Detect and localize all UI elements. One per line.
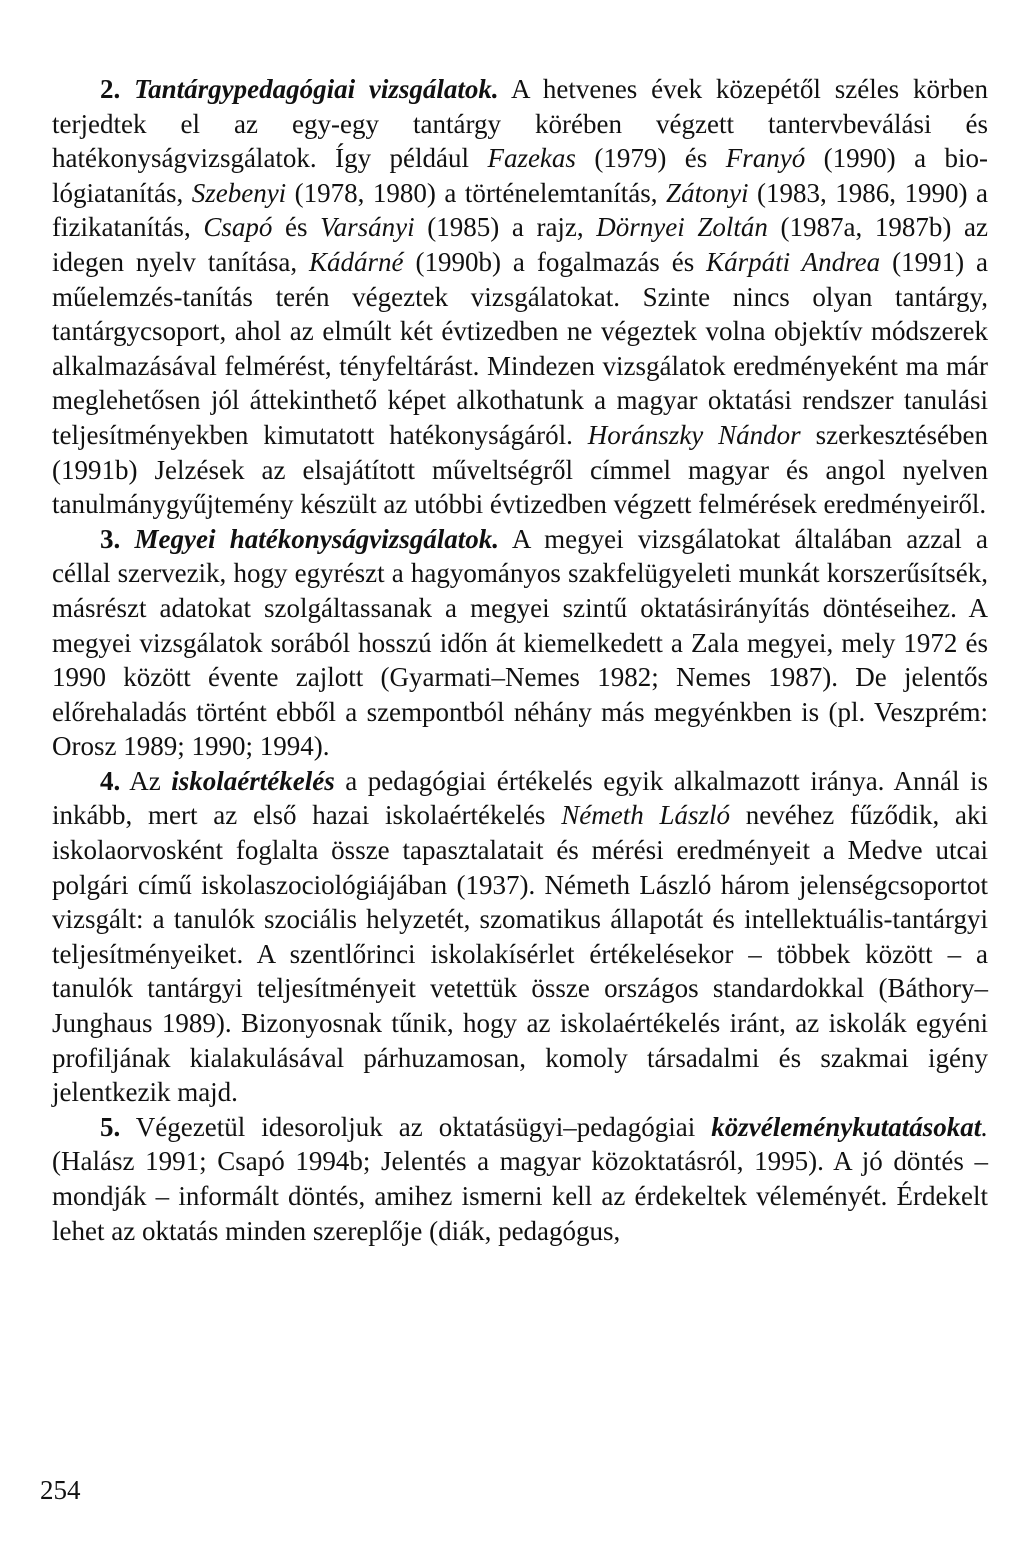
- text-run: A hetvenes évek közepétől széles körben terjedtek el az egy-egy tantárgy körében végzett tantervbeválási és hatékonyságvizsgálatok. Így például: [52, 74, 988, 174]
- paragraph-subject-pedagogy-studies: [52, 72, 988, 522]
- text-run: Az: [120, 765, 172, 796]
- text-run: Kárpáti Andrea: [706, 246, 881, 277]
- text-run: (1990b) a fogalmazás és: [403, 246, 707, 277]
- text-run: (1985) a rajz,: [414, 212, 597, 243]
- text-run: 2.: [100, 74, 121, 104]
- text-run: Kádárné: [309, 246, 404, 277]
- text-run: .: [981, 1111, 988, 1142]
- text-run: Zátonyi: [666, 177, 749, 208]
- text-run: Csapó: [203, 212, 273, 243]
- text-run: 3.: [100, 523, 121, 554]
- text-run: A megyei vizsgálatokat általában azzal a céllal szervezik, hogy egyrészt a hagyományos szakfelügyeleti munkát korszerűsítsék, másrészt adatokat szolgáltassanak a megyei szintű oktatásirányítás döntéseihez. A megyei vizsgálatok sorából hosszú időn át kiemelkedett a Zala megyei, mely 1972 és 1990 között évente zajlott (Gyarmati–Nemes 1982; Nemes 1987). De jelentős előrehaladás történt ebből a szempontból néhány más megyénkben is (pl. Veszprém: Orosz 1989; 1990; 1994).: [52, 523, 988, 762]
- text-run: Megyei hatékonyságvizsgálatok.: [134, 523, 500, 554]
- text-run: a pedagógiai értékelés egyik alkalmazott iránya. Annál is inkább, mert az első hazai iskolaértékelés: [52, 765, 988, 831]
- text-run: (Halász 1991; Csapó 1994b; Jelentés a magyar közoktatásról, 1995). A jó döntés – mondják – informált döntés, amihez ismerni kell az érdekeltek véleményét. Érdekelt lehet az oktatás minden szereplője (diák, pedagógus,: [52, 1146, 988, 1246]
- text-run: Végezetül idesoroljuk az oktatásügyi–pedagógiai: [120, 1111, 712, 1142]
- text-run: (1991) a műelemzés-tanítás terén végeztek vizsgálatokat. Szinte nincs olyan tantárgy, tantárgycsoport, ahol az elmúlt két évtizedben ne végeztek volna objektív módszerek alkalmazásával felmérést, tényfeltárást. Mindezen vizsgálatok eredményeként ma már meglehetősen jól áttekinthető képet alkothatunk a magyar oktatási rendszer tanulási teljesítményekben kimutatott hatékonyságáról.: [52, 246, 988, 450]
- text-run: Németh László: [561, 800, 731, 831]
- paragraph-opinion-research: [52, 1110, 988, 1248]
- text-run: (1983, 1986, 1990) a fizikatanítás,: [52, 177, 988, 243]
- text-run: és: [272, 212, 321, 243]
- text-run: (1979) és: [575, 143, 726, 174]
- paragraph-county-efficiency-studies: [52, 522, 988, 764]
- text-run: nevéhez fűződik, aki iskolaorvosként foglalta össze tapasztalatait és mérési eredményeit a Medve utcai polgári című iskolaszociológiájában (1937). Németh László három jelenségcsoportot vizsgált: a tanulók szociális helyzetét, szomatikus állapotát és intellektuális-tantárgyi teljesítményeiket. A szentlőrinci iskolakísérlet értékelésekor – többek között – a tanulók tantárgyi teljesítményeit vetettük össze országos standardokkal (Báthory–Junghaus 1989). Bizonyosnak tűnik, hogy az iskolaértékelés iránt, az iskolák egyéni profiljának kialakulásával párhuzamosan, komoly társadalmi és szakmai igény jelentkezik majd.: [52, 800, 988, 1108]
- text-run: szerkesztésében (1991b) Jelzések az elsajátított műveltségről címmel magyar és angol nyelven tanulmánygyűjtemény készült az utóbbi évtizedben végzett felmérések eredményeiről.: [52, 419, 988, 520]
- text-run: 4.: [100, 765, 121, 796]
- text-run: (1978, 1980) a történelemtanítás,: [286, 177, 667, 208]
- text-run: [120, 524, 134, 554]
- text-run: Szebenyi: [191, 177, 287, 208]
- page-body: [52, 72, 988, 1248]
- text-run: (1987a, 1987b) az idegen nyelv tanítása,: [52, 212, 988, 277]
- page-number: 254: [40, 1475, 81, 1505]
- text-run: Tantárgypedagógiai vizsgálatok.: [134, 74, 499, 104]
- text-run: [120, 74, 134, 104]
- text-run: Fazekas: [487, 143, 576, 174]
- text-run: közvéleménykutatásokat: [711, 1111, 982, 1142]
- text-run: Franyó: [725, 143, 806, 174]
- text-run: iskolaértékelés: [171, 765, 335, 796]
- text-run: Varsányi: [320, 212, 415, 243]
- paragraph-school-evaluation: [52, 764, 988, 1110]
- text-run: Horánszky Nándor: [587, 419, 801, 450]
- text-run: Dörnyei Zoltán: [596, 212, 768, 243]
- text-run: 5.: [100, 1111, 121, 1142]
- text-run: (1990) a biológiatanítás,: [52, 143, 988, 208]
